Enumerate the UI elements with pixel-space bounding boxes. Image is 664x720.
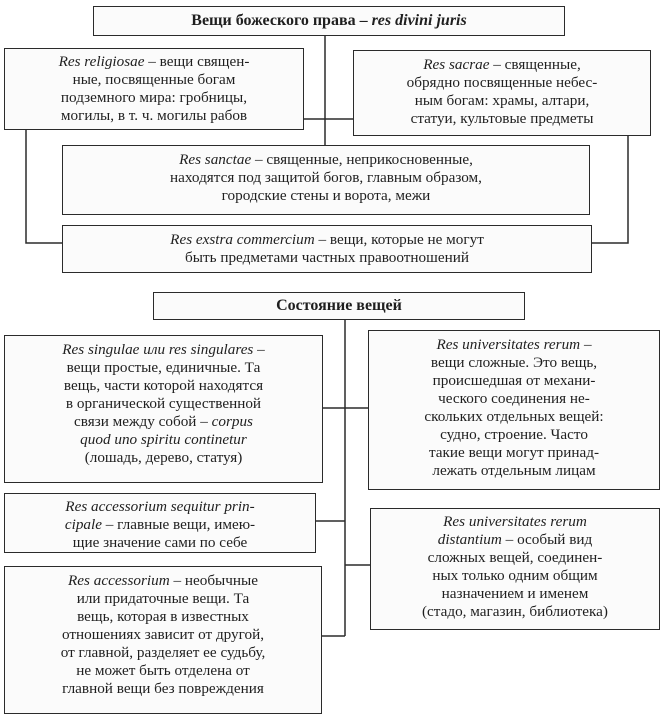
res-sequitur-text: – главные вещи, имею- щие значение сами по себе [72,516,256,551]
res-distantium-text: – особый вид сложных вещей, соединен- ных только одним общим назначением и именем (стадо, магазин, библиотека) [422,531,608,620]
res-sequitur-box [4,493,316,553]
things-state-header [153,292,525,320]
divine-law-header [93,6,565,36]
res-religiosae-box [4,48,304,130]
res-extra-commercium-text: – вещи, которые не могут быть предметами частных правоотношений [185,231,484,266]
res-universitates-term: Res universitates rerum [436,336,581,353]
res-universitates-text: – вещи сложные. Это вещь, происшедшая от механи- ческого соединения не- скольких отдельных вещей: судно, строение. Часто такие вещи могут принад- лежать отдельным лицам [424,336,604,479]
res-sacrae-text: – священные, обрядно посвященные небес- ным богам: храмы, алтари, статуи, культовые предметы [406,56,598,127]
res-singulae-term: Res singulae или res singulares [62,341,254,358]
things-state-header-title: Состояние вещей [276,297,402,314]
divine-law-header-term: res divini juris [371,12,467,29]
res-religiosae-term: Res religiosae [58,53,145,70]
res-sanctae-term: Res sanctae [179,151,252,168]
connector-divine-left-rail [26,130,62,243]
res-religiosae-text: – вещи священ- ные, посвященные богам подземного мира: гробницы, могилы, в т. ч. могилы рабов [60,53,250,124]
res-singulae-examples: (лошадь, дерево, статуя) [84,449,243,466]
res-singulae-latin: corpus quod uno spiritu continetur [80,413,253,448]
connector-divine-right-rail [592,136,628,243]
res-accessorium-text: – необычные или придаточные вещи. Та вещь, которая в известных отношениях зависит от другой, от главной, разделяет ее судьбу, не может быть отделена от главной вещи без повреждения [60,572,266,697]
divine-law-header-title: Вещи божеского права – [191,12,372,29]
res-accessorium-box [4,566,322,714]
res-accessorium-term: Res accessorium [68,572,170,589]
res-singulae-box [4,335,323,483]
res-sanctae-text: – священные, неприкосновенные, находятся под защитой богов, главным образом, городские стены и ворота, межи [170,151,482,204]
res-distantium-box [370,508,660,630]
res-universitates-box [368,330,660,490]
res-sanctae-box [62,145,590,215]
res-sacrae-term: Res sacrae [423,56,490,73]
res-sacrae-box [353,50,651,136]
res-extra-commercium-term: Res exstra commercium [170,231,315,248]
res-distantium-term: Res universitates rerum distantium [437,513,587,548]
res-sequitur-term: Res accessorium sequitur prin- cipale [64,498,255,533]
res-singulae-text: – вещи простые, единичные. Та вещь, части которой находятся в органической существенной связи между собой – [63,341,265,430]
res-extra-commercium-box [62,225,592,273]
